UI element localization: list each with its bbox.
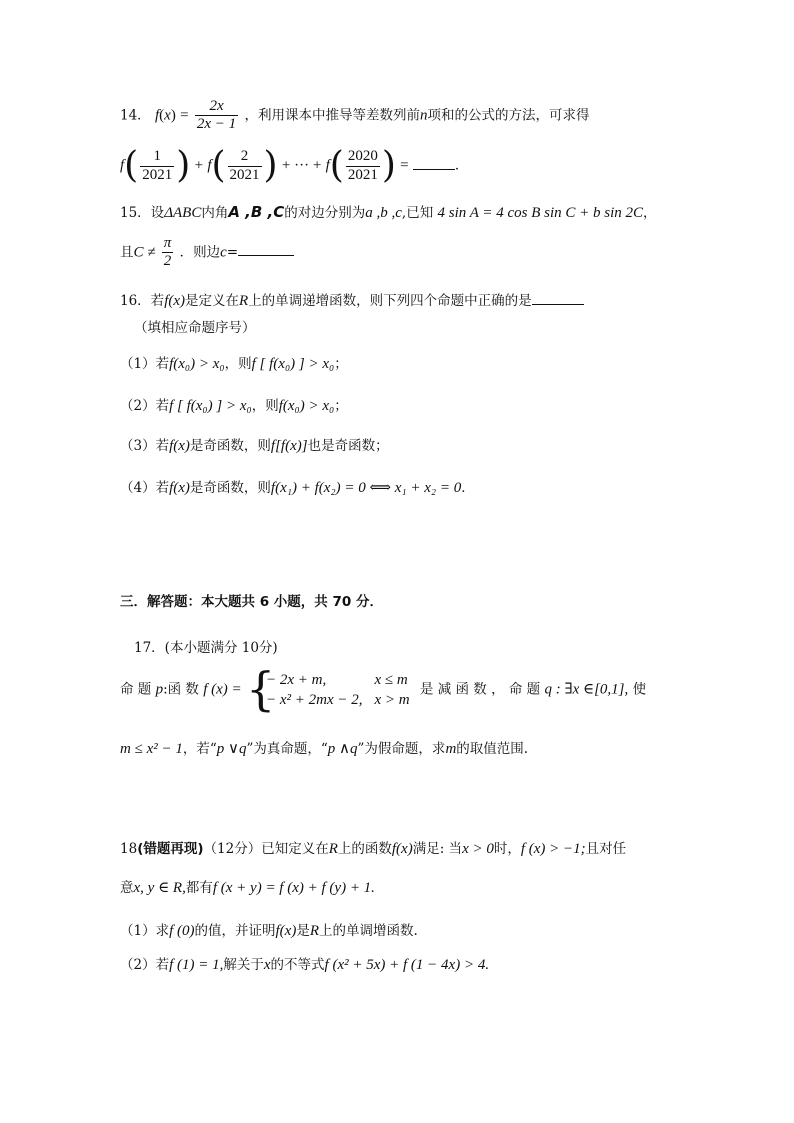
q15-answer-blank[interactable] bbox=[238, 241, 294, 256]
q17-piecewise: { − 2x + m, x ≤ m − x² + 2mx − 2, x > m bbox=[245, 662, 410, 716]
q16-item-3: （3）若f(x)是奇函数，则f[f(x)]也是奇函数； bbox=[120, 438, 389, 454]
q15-line2: 且C ≠ $\frac{\pi}{2}$ ．则边c= bbox=[120, 235, 294, 271]
q18-line2: 意x, y ∈ R,都有f (x + y) = f (x) + f (y) + 1. bbox=[120, 880, 375, 896]
q14-answer-blank[interactable] bbox=[413, 155, 455, 170]
q16-note: （填相应命题序号） bbox=[134, 320, 256, 336]
q16-item-4: （4）若f(x)是奇函数，则f(x₁) + f(x₂) = 0 ⟺ x₁ + x₂ = 0． bbox=[120, 480, 475, 496]
q16-item-1: （1）若f(x₀) > x₀，则f [ f(x₀) ] > x₀； bbox=[120, 356, 348, 372]
q15-line1: 15．设ΔABC内角A ,B ,C的对边分别为a ,b ,c,已知 4 sin A = 4 cos B sin C + b sin 2C， bbox=[120, 203, 657, 221]
q17-line2: m ≤ x² − 1，若“p ∨q”为真命题，“p ∧q”为假命题，求m的取值范围. bbox=[120, 741, 529, 757]
q16-answer-blank[interactable] bbox=[532, 290, 584, 305]
q14-text: ，利用课本中推导等差数列前 bbox=[244, 107, 420, 124]
q14-fraction bbox=[195, 98, 238, 134]
q14-text2: 项和的公式的方法，可求得 bbox=[427, 107, 590, 124]
q18-line1: 18(错题再现)（12分）已知定义在R上的函数f(x)满足: 当x > 0时，f (x) > −1;且对任 bbox=[120, 841, 627, 857]
q14-x: x bbox=[164, 107, 171, 124]
q14-number: 14． bbox=[120, 107, 151, 124]
q14-n: n bbox=[419, 107, 428, 124]
q14-fraction-num: 2x bbox=[195, 98, 238, 116]
q18-part2: （2）若f (1) = 1,解关于x的不等式f (x² + 5x) + f (1 − 4x) > 4. bbox=[120, 957, 490, 973]
q18-tag: (错题再现) bbox=[137, 841, 204, 857]
q15-pi-over-2: $\frac{\pi}{2}$ bbox=[163, 235, 172, 270]
section3-title: 三．解答题：本大题共 6 小题，共 70 分． bbox=[120, 594, 383, 610]
q16-item-2: （2）若f [ f(x₀) ] > x₀，则f(x₀) > x₀； bbox=[120, 398, 348, 414]
q14-line1: 14． f(x) = $\frac{2x}{2x - 1}$ ，利用课本中推导等差数列前n项和的公式的方法，可求得 bbox=[120, 98, 590, 133]
q14-line2: f( $\frac{1}{2021}$ ) + f( $\frac{2}{2021}$ ) + ··· + f( $\frac{2020}{2021}$ ) = ． bbox=[120, 145, 469, 186]
q14-f: f bbox=[154, 107, 160, 124]
q18-part1: （1）求f (0)的值，并证明f(x)是R上的单调增函数. bbox=[120, 923, 418, 939]
q17-header: 17．(本小题满分 10分) bbox=[134, 640, 278, 656]
q14-term-1: $\frac{1}{2021}$ bbox=[142, 148, 173, 183]
q14-fraction-den: 2x − 1 bbox=[196, 116, 237, 133]
q14-eq: = bbox=[180, 107, 189, 124]
q15-formula: 4 sin A = 4 cos B sin C + b sin 2C bbox=[437, 205, 644, 221]
q17-line1: 命 题 p:函 数 f (x) = { − 2x + m, x ≤ m − x² + 2mx − 2, x > m 是 减 函 数 ， 命 题 q : ∃x ∈[0,1], 使 bbox=[120, 662, 647, 716]
q14-term-2: $\frac{2}{2021}$ bbox=[229, 148, 260, 183]
q14-term-3: $\frac{2020}{2021}$ bbox=[347, 148, 378, 183]
q16-line1: 16．若f(x)是定义在R上的单调递增函数，则下列四个命题中正确的是 bbox=[120, 290, 584, 310]
